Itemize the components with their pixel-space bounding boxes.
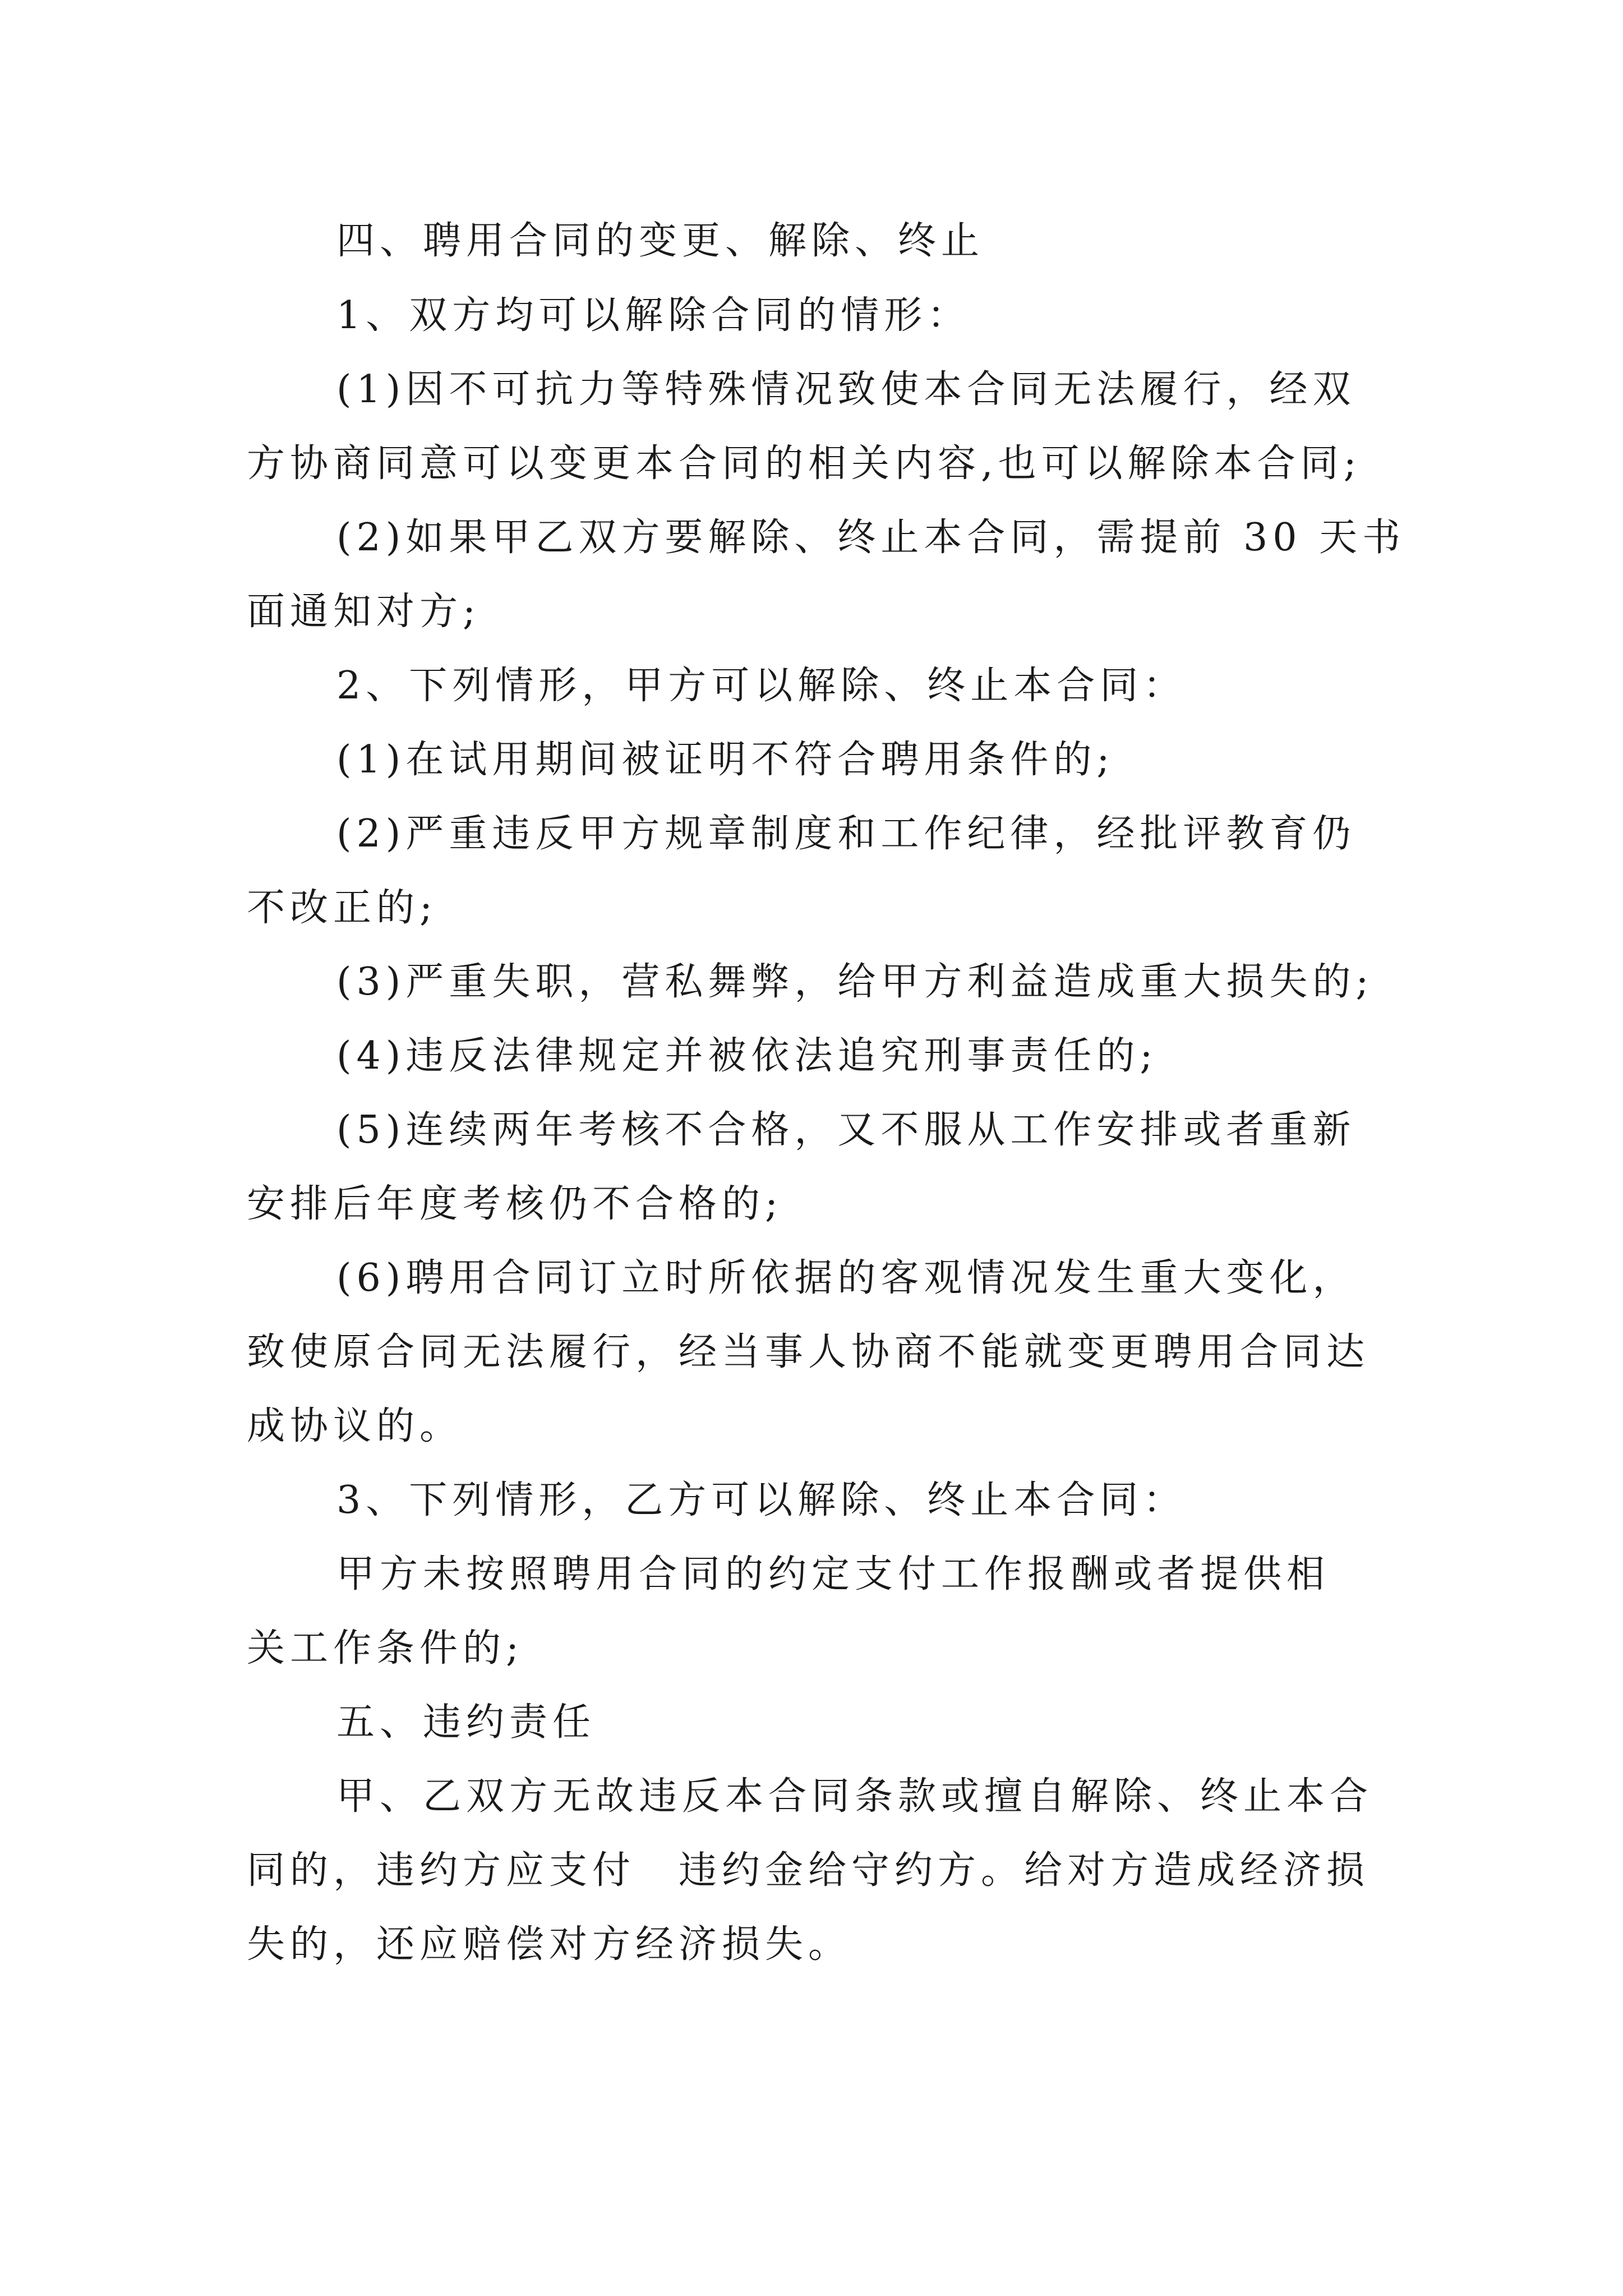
breach-paragraph-line-1: 甲、乙双方无故违反本合同条款或擅自解除、终止本合 bbox=[336, 1774, 1373, 1819]
clause-item-2-1: (1)在试用期间被证明不符合聘用条件的; bbox=[336, 738, 1115, 782]
clause-item-1-2-line-2: 面通知对方; bbox=[247, 590, 481, 634]
clause-item-2-6-line-3: 成协议的。 bbox=[247, 1404, 463, 1448]
clause-item-2-6-line-1: (6)聘用合同订立时所依据的客观情况发生重大变化， bbox=[336, 1256, 1356, 1300]
clause-title-3: 3、下列情形，乙方可以解除、终止本合同： bbox=[336, 1478, 1187, 1522]
clause-item-3-1-line-1: 甲方未按照聘用合同的约定支付工作报酬或者提供相 bbox=[336, 1552, 1330, 1596]
clause-item-2-5-line-1: (5)连续两年考核不合格，又不服从工作安排或者重新 bbox=[336, 1108, 1356, 1152]
clause-item-2-2-line-1: (2)严重违反甲方规章制度和工作纪律，经批评教育仍 bbox=[336, 812, 1356, 856]
clause-item-1-2-line-1: (2)如果甲乙双方要解除、终止本合同，需提前 30 天书 bbox=[336, 516, 1406, 560]
clause-item-2-2-line-2: 不改正的; bbox=[247, 886, 437, 930]
section-heading-4: 四、聘用合同的变更、解除、终止 bbox=[336, 219, 985, 263]
clause-item-2-4: (4)违反法律规定并被依法追究刑事责任的; bbox=[336, 1034, 1158, 1078]
clause-item-1-1-line-2: 方协商同意可以变更本合同的相关内容,也可以解除本合同; bbox=[247, 441, 1362, 486]
breach-paragraph-line-2: 同的，违约方应支付 违约金给守约方。给对方造成经济损 bbox=[247, 1848, 1370, 1893]
clause-item-2-3: (3)严重失职，营私舞弊，给甲方利益造成重大损失的; bbox=[336, 960, 1374, 1004]
clause-item-2-5-line-2: 安排后年度考核仍不合格的; bbox=[247, 1182, 783, 1226]
clause-title-2: 2、下列情形，甲方可以解除、终止本合同： bbox=[336, 664, 1187, 708]
breach-paragraph-line-3: 失的，还应赔偿对方经济损失。 bbox=[247, 1922, 852, 1967]
section-heading-5: 五、违约责任 bbox=[336, 1700, 596, 1745]
clause-title-1: 1、双方均可以解除合同的情形： bbox=[336, 293, 971, 338]
clause-item-3-1-line-2: 关工作条件的; bbox=[247, 1626, 524, 1671]
clause-item-1-1-line-1: (1)因不可抗力等特殊情况致使本合同无法履行，经双 bbox=[336, 367, 1356, 412]
clause-item-2-6-line-2: 致使原合同无法履行，经当事人协商不能就变更聘用合同达 bbox=[247, 1330, 1370, 1374]
